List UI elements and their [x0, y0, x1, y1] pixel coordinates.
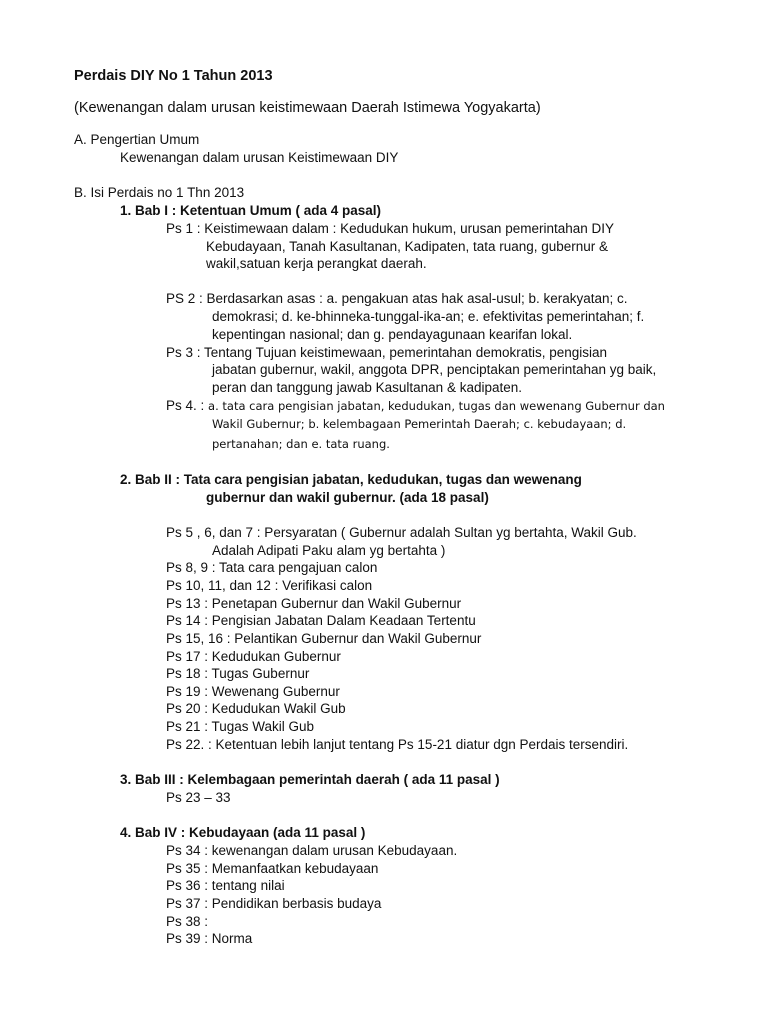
- list-item: Ps 21 : Tugas Wakil Gub: [166, 719, 315, 734]
- list-item: Ps 39 : Norma: [166, 931, 253, 946]
- list-item: Ps 20 : Kedudukan Wakil Gub: [166, 701, 346, 716]
- section-b-heading: B. Isi Perdais no 1 Thn 2013: [74, 185, 245, 200]
- bab-2-heading: gubernur dan wakil gubernur. (ada 18 pasal): [206, 490, 489, 505]
- section-a-text: Kewenangan dalam urusan Keistimewaan DIY: [120, 150, 399, 165]
- list-item: Ps 17 : Kedudukan Gubernur: [166, 649, 341, 664]
- document-subtitle: (Kewenangan dalam urusan keistimewaan Daerah Istimewa Yogyakarta): [74, 100, 541, 116]
- pasal-5-line: Ps 5 , 6, dan 7 : Persyaratan ( Gubernur adalah Sultan yg bertahta, Wakil Gub.: [166, 525, 637, 540]
- pasal-4-line: [166, 397, 665, 415]
- bab-4-heading: 4. Bab IV : Kebudayaan (ada 11 pasal ): [120, 825, 366, 840]
- list-item: Ps 19 : Wewenang Gubernur: [166, 684, 340, 699]
- list-item: Ps 18 : Tugas Gubernur: [166, 666, 310, 681]
- pasal-1-line: Kebudayaan, Tanah Kasultanan, Kadipaten, tata ruang, gubernur &: [206, 239, 609, 254]
- pasal-1-line: wakil,satuan kerja perangkat daerah.: [206, 256, 427, 271]
- list-item: Ps 34 : kewenangan dalam urusan Kebudayaan.: [166, 843, 458, 858]
- pasal-3-line: jabatan gubernur, wakil, anggota DPR, penciptakan pemerintahan yg baik,: [212, 362, 657, 377]
- list-item: Ps 8, 9 : Tata cara pengajuan calon: [166, 560, 378, 575]
- pasal-1-line: Ps 1 : Keistimewaan dalam : Kedudukan hukum, urusan pemerintahan DIY: [166, 221, 614, 236]
- pasal-2-line: kepentingan nasional; dan g. pendayagunaan kearifan lokal.: [212, 327, 573, 342]
- list-item: Ps 37 : Pendidikan berbasis budaya: [166, 896, 382, 911]
- pasal-4-line: Wakil Gubernur; b. kelembagaan Pemerintah Daerah; c. kebudayaan; d.: [212, 417, 627, 431]
- list-item: Ps 23 – 33: [166, 790, 231, 805]
- list-item: Ps 14 : Pengisian Jabatan Dalam Keadaan Tertentu: [166, 613, 476, 628]
- pasal-5-line: Adalah Adipati Paku alam yg bertahta ): [212, 543, 446, 558]
- list-item: Ps 10, 11, dan 12 : Verifikasi calon: [166, 578, 373, 593]
- pasal-3-line: Ps 3 : Tentang Tujuan keistimewaan, pemerintahan demokratis, pengisian: [166, 345, 608, 360]
- list-item: Ps 13 : Penetapan Gubernur dan Wakil Gubernur: [166, 596, 462, 611]
- list-item: Ps 36 : tentang nilai: [166, 878, 285, 893]
- pasal-2-line: PS 2 : Berdasarkan asas : a. pengakuan atas hak asal-usul; b. kerakyatan; c.: [166, 291, 628, 306]
- section-a-heading: A. Pengertian Umum: [74, 132, 200, 147]
- pasal-2-line: demokrasi; d. ke-bhinneka-tunggal-ika-an; e. efektivitas pemerintahan; f.: [212, 309, 645, 324]
- list-item: Ps 38 :: [166, 914, 209, 929]
- pasal-4-text: a. tata cara pengisian jabatan, kedudukan, tugas dan wewenang Gubernur dan: [208, 399, 665, 413]
- list-item: Ps 22. : Ketentuan lebih lanjut tentang Ps 15-21 diatur dgn Perdais tersendiri.: [166, 737, 629, 752]
- pasal-3-line: peran dan tanggung jawab Kasultanan & kadipaten.: [212, 380, 522, 395]
- list-item: Ps 15, 16 : Pelantikan Gubernur dan Wakil Gubernur: [166, 631, 482, 646]
- bab-3-heading: 3. Bab III : Kelembagaan pemerintah daerah ( ada 11 pasal ): [120, 772, 500, 787]
- pasal-4-label: Ps 4. :: [166, 398, 209, 413]
- pasal-4-line: pertanahan; dan e. tata ruang.: [212, 437, 390, 451]
- list-item: Ps 35 : Memanfaatkan kebudayaan: [166, 861, 379, 876]
- document-title: Perdais DIY No 1 Tahun 2013: [74, 68, 273, 84]
- bab-1-heading: 1. Bab I : Ketentuan Umum ( ada 4 pasal): [120, 203, 382, 218]
- bab-2-heading: 2. Bab II : Tata cara pengisian jabatan, kedudukan, tugas dan wewenang: [120, 472, 582, 487]
